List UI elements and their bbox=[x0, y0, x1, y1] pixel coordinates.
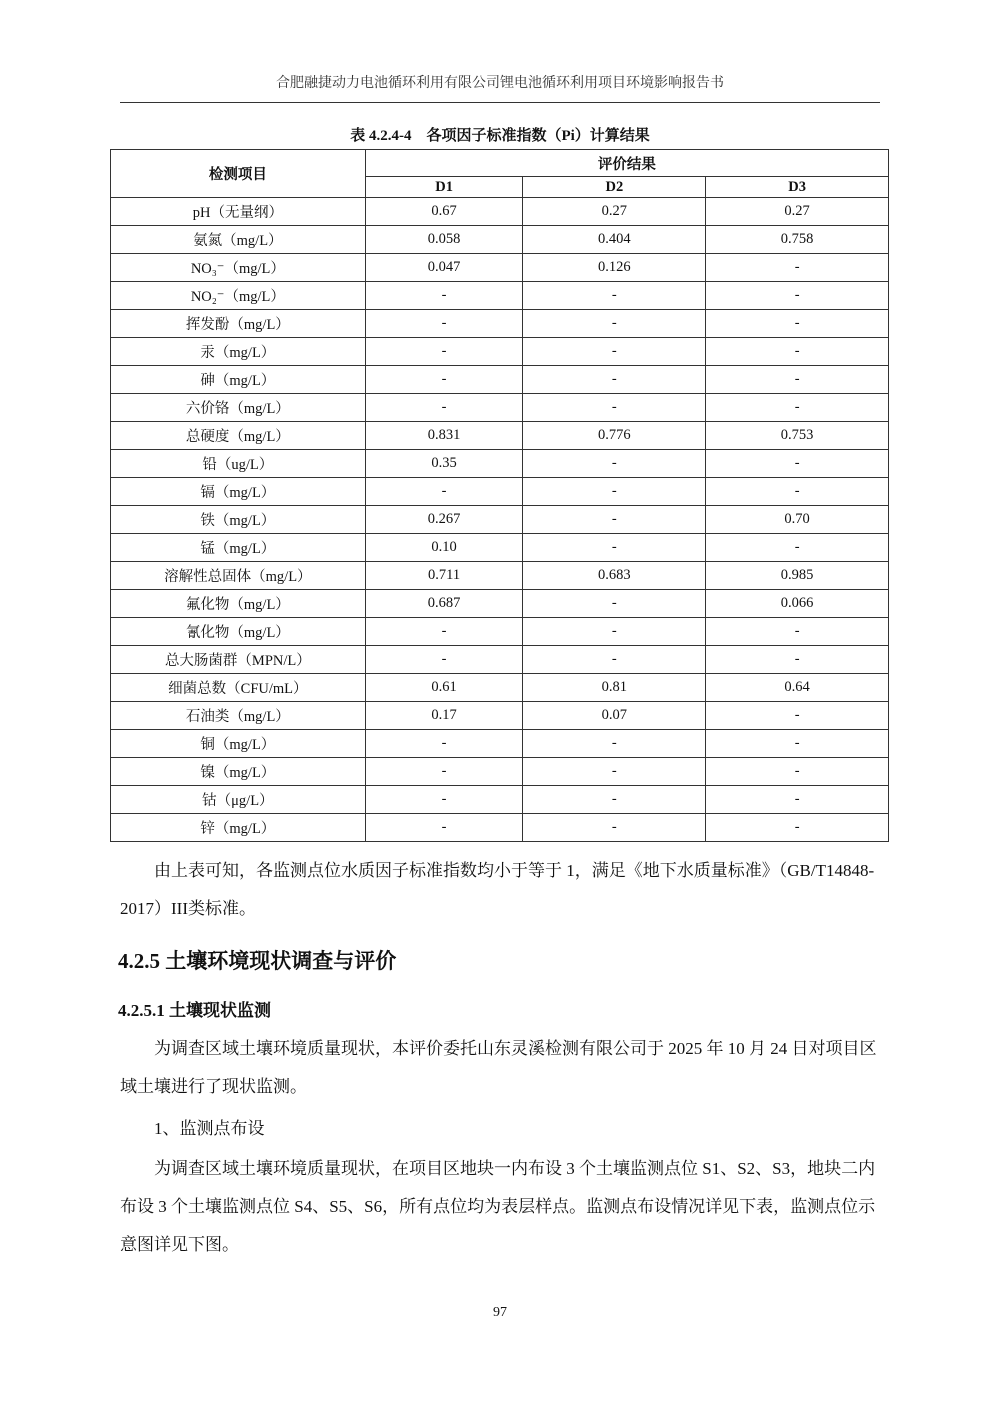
cell-value: 0.776 bbox=[523, 422, 706, 450]
cell-value: 0.61 bbox=[365, 674, 523, 702]
cell-value: - bbox=[706, 478, 889, 506]
col-header-group: 评价结果 bbox=[365, 150, 888, 177]
cell-value: 0.711 bbox=[365, 562, 523, 590]
cell-value: - bbox=[365, 730, 523, 758]
cell-value: - bbox=[523, 730, 706, 758]
table-row bbox=[111, 534, 889, 562]
col-header-d2: D2 bbox=[523, 177, 706, 198]
paragraph-conclusion: 由上表可知，各监测点位水质因子标准指数均小于等于 1，满足《地下水质量标准》（GB/T14848-2017）III类标准。 bbox=[120, 861, 875, 918]
cell-item: 钴（μg/L） bbox=[111, 786, 366, 814]
cell-item: pH（无量纲） bbox=[111, 198, 366, 226]
table-row bbox=[111, 674, 889, 702]
cell-item: NO₂⁻（mg/L） bbox=[111, 282, 366, 310]
cell-value: - bbox=[523, 310, 706, 338]
cell-value: - bbox=[365, 786, 523, 814]
cell-item: 氰化物（mg/L） bbox=[111, 618, 366, 646]
cell-item: 砷（mg/L） bbox=[111, 366, 366, 394]
cell-value: - bbox=[523, 506, 706, 534]
running-header: 合肥融捷动力电池循环利用有限公司锂电池循环利用项目环境影响报告书 bbox=[276, 76, 724, 91]
cell-value: - bbox=[706, 254, 889, 282]
cell-value: 0.64 bbox=[706, 674, 889, 702]
cell-value: 0.683 bbox=[523, 562, 706, 590]
cell-value: 0.17 bbox=[365, 702, 523, 730]
cell-item: 镉（mg/L） bbox=[111, 478, 366, 506]
cell-value: - bbox=[365, 394, 523, 422]
cell-value: - bbox=[523, 646, 706, 674]
cell-value: 0.267 bbox=[365, 506, 523, 534]
cell-value: - bbox=[706, 758, 889, 786]
cell-value: - bbox=[706, 646, 889, 674]
table-row bbox=[111, 730, 889, 758]
cell-value: - bbox=[523, 814, 706, 842]
cell-item: 氟化物（mg/L） bbox=[111, 590, 366, 618]
cell-value: - bbox=[523, 618, 706, 646]
cell-item: 铁（mg/L） bbox=[111, 506, 366, 534]
table-row bbox=[111, 506, 889, 534]
cell-value: - bbox=[365, 310, 523, 338]
cell-item: NO₃⁻（mg/L） bbox=[111, 254, 366, 282]
table-row bbox=[111, 618, 889, 646]
table-row bbox=[111, 758, 889, 786]
cell-value: - bbox=[706, 786, 889, 814]
table-row bbox=[111, 338, 889, 366]
cell-value: - bbox=[523, 758, 706, 786]
cell-value: 0.126 bbox=[523, 254, 706, 282]
cell-value: 0.81 bbox=[523, 674, 706, 702]
table-row bbox=[111, 422, 889, 450]
section-heading: 4.2.5 土壤环境现状调查与评价 bbox=[118, 949, 397, 973]
table-row bbox=[111, 590, 889, 618]
paragraph-point-layout-title: 1、监测点布设 bbox=[120, 1119, 265, 1138]
pi-results-table bbox=[110, 149, 889, 842]
cell-value: 0.985 bbox=[706, 562, 889, 590]
cell-item: 铜（mg/L） bbox=[111, 730, 366, 758]
subsection-heading: 4.2.5.1 土壤现状监测 bbox=[118, 1001, 271, 1020]
cell-value: 0.047 bbox=[365, 254, 523, 282]
cell-value: 0.10 bbox=[365, 534, 523, 562]
cell-item: 石油类（mg/L） bbox=[111, 702, 366, 730]
cell-item: 挥发酚（mg/L） bbox=[111, 310, 366, 338]
cell-value: 0.058 bbox=[365, 226, 523, 254]
cell-item: 总大肠菌群（MPN/L） bbox=[111, 646, 366, 674]
cell-value: 0.066 bbox=[706, 590, 889, 618]
cell-value: - bbox=[365, 366, 523, 394]
cell-item: 镍（mg/L） bbox=[111, 758, 366, 786]
cell-item: 总硬度（mg/L） bbox=[111, 422, 366, 450]
cell-value: - bbox=[365, 478, 523, 506]
header-rule bbox=[120, 102, 880, 103]
cell-value: - bbox=[706, 814, 889, 842]
cell-value: - bbox=[706, 282, 889, 310]
cell-item: 汞（mg/L） bbox=[111, 338, 366, 366]
page-number: 97 bbox=[493, 1305, 507, 1320]
col-header-d1: D1 bbox=[365, 177, 523, 198]
table-row bbox=[111, 478, 889, 506]
cell-value: - bbox=[523, 394, 706, 422]
table-row bbox=[111, 310, 889, 338]
table-row bbox=[111, 646, 889, 674]
cell-value: - bbox=[365, 338, 523, 366]
cell-value: 0.687 bbox=[365, 590, 523, 618]
cell-item: 细菌总数（CFU/mL） bbox=[111, 674, 366, 702]
cell-value: - bbox=[365, 282, 523, 310]
cell-value: - bbox=[706, 534, 889, 562]
cell-value: 0.404 bbox=[523, 226, 706, 254]
col-header-item: 检测项目 bbox=[111, 150, 366, 198]
cell-value: - bbox=[706, 310, 889, 338]
cell-item: 氨氮（mg/L） bbox=[111, 226, 366, 254]
cell-item: 锰（mg/L） bbox=[111, 534, 366, 562]
cell-value: 0.07 bbox=[523, 702, 706, 730]
cell-value: 0.753 bbox=[706, 422, 889, 450]
cell-value: - bbox=[706, 450, 889, 478]
cell-value: - bbox=[706, 702, 889, 730]
cell-value: - bbox=[365, 814, 523, 842]
table-row bbox=[111, 394, 889, 422]
cell-value: 0.758 bbox=[706, 226, 889, 254]
cell-item: 铅（ug/L） bbox=[111, 450, 366, 478]
table-row bbox=[111, 282, 889, 310]
cell-item: 溶解性总固体（mg/L） bbox=[111, 562, 366, 590]
cell-value: - bbox=[523, 450, 706, 478]
cell-item: 六价铬（mg/L） bbox=[111, 394, 366, 422]
cell-value: - bbox=[706, 730, 889, 758]
cell-value: - bbox=[706, 618, 889, 646]
cell-value: 0.27 bbox=[523, 198, 706, 226]
cell-value: - bbox=[365, 646, 523, 674]
cell-value: - bbox=[706, 394, 889, 422]
table-row bbox=[111, 786, 889, 814]
cell-value: - bbox=[365, 758, 523, 786]
cell-value: - bbox=[523, 590, 706, 618]
table-row bbox=[111, 198, 889, 226]
table-row bbox=[111, 562, 889, 590]
cell-value: - bbox=[706, 338, 889, 366]
cell-value: - bbox=[523, 786, 706, 814]
table-row bbox=[111, 254, 889, 282]
cell-value: - bbox=[523, 478, 706, 506]
col-header-d3: D3 bbox=[706, 177, 889, 198]
cell-value: - bbox=[706, 366, 889, 394]
cell-value: - bbox=[523, 282, 706, 310]
cell-value: - bbox=[523, 534, 706, 562]
table-row bbox=[111, 366, 889, 394]
paragraph-point-layout: 为调查区域土壤环境质量现状，在项目区地块一内布设 3 个土壤监测点位 S1、S2、S3，地块二内布设 3 个土壤监测点位 S4、S5、S6，所有点位均为表层样点。监测点布设情况详见下表，监测点位示意图详见下图。 bbox=[120, 1159, 876, 1254]
cell-value: 0.27 bbox=[706, 198, 889, 226]
cell-value: - bbox=[365, 618, 523, 646]
table-caption: 表 4.2.4-4 各项因子标准指数（Pi）计算结果 bbox=[350, 128, 650, 144]
cell-value: 0.67 bbox=[365, 198, 523, 226]
table-row bbox=[111, 702, 889, 730]
table-row bbox=[111, 450, 889, 478]
table-row bbox=[111, 226, 889, 254]
cell-value: - bbox=[523, 366, 706, 394]
paragraph-monitoring: 为调查区域土壤环境质量现状，本评价委托山东灵溪检测有限公司于 2025 年 10 月 24 日对项目区域土壤进行了现状监测。 bbox=[120, 1039, 877, 1096]
cell-value: 0.831 bbox=[365, 422, 523, 450]
cell-item: 锌（mg/L） bbox=[111, 814, 366, 842]
table-row bbox=[111, 814, 889, 842]
cell-value: 0.70 bbox=[706, 506, 889, 534]
cell-value: 0.35 bbox=[365, 450, 523, 478]
cell-value: - bbox=[523, 338, 706, 366]
